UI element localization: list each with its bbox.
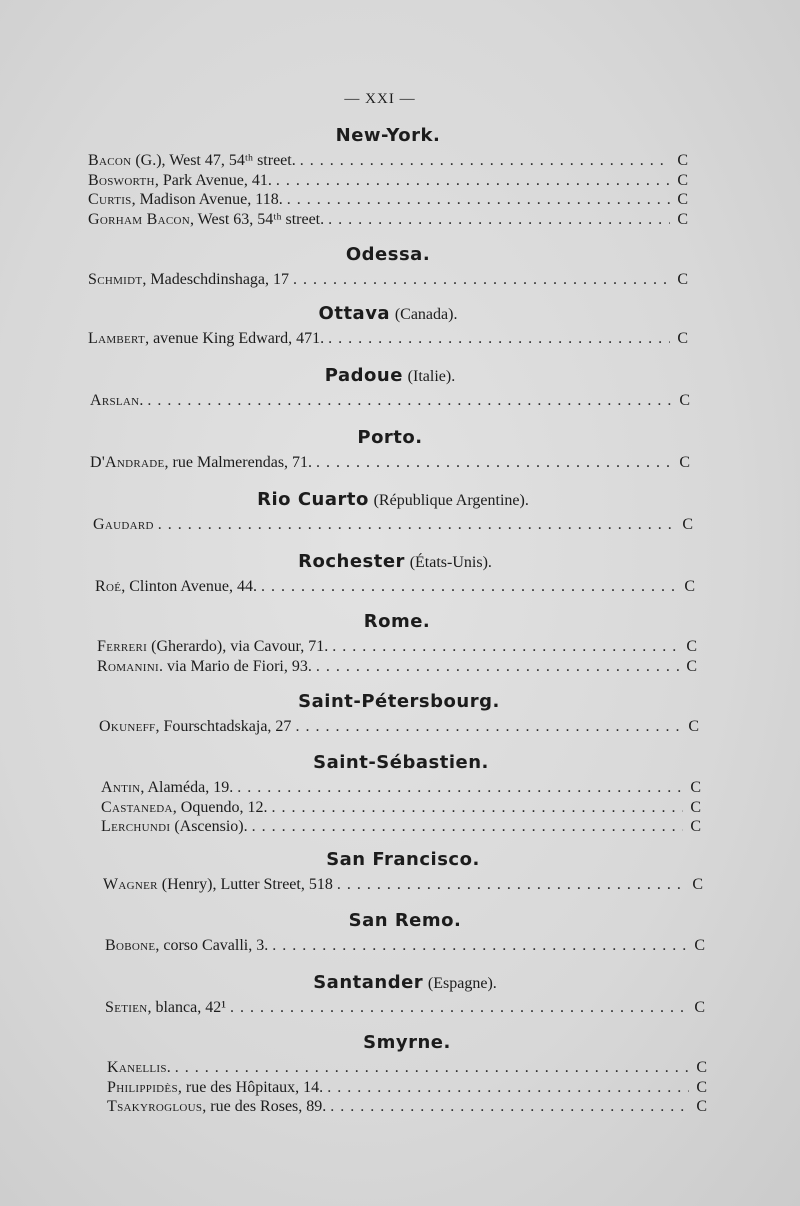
entry-name: Arslan — [90, 392, 140, 409]
entry-mark: C — [694, 937, 705, 954]
entry-mark: C — [688, 718, 699, 735]
city-heading — [88, 303, 688, 329]
entry-text — [97, 657, 312, 677]
directory-entry — [107, 1058, 707, 1078]
entry-name: Gorham Bacon — [88, 210, 190, 228]
section — [107, 1032, 707, 1117]
dot-leader — [261, 577, 677, 597]
entry-text — [107, 1078, 323, 1098]
entry-name: Philippidès — [107, 1078, 178, 1096]
directory-entry — [105, 998, 705, 1018]
section — [101, 752, 701, 837]
entry-text — [107, 1058, 171, 1078]
entry-mark: C — [677, 271, 688, 288]
city-heading — [99, 691, 699, 717]
entry-mark: C — [690, 779, 701, 796]
directory-entry — [101, 798, 701, 818]
entry-text — [90, 453, 312, 473]
dot-leader — [147, 391, 672, 411]
entry-mark: C — [694, 999, 705, 1016]
directory-entry — [99, 717, 699, 737]
dot-leader — [328, 329, 670, 349]
entry-mark: C — [684, 578, 695, 595]
entry-text — [88, 270, 289, 290]
city-heading — [93, 489, 693, 515]
entry-address: . — [166, 1059, 171, 1076]
directory-entry — [90, 453, 690, 473]
entry-mark: C — [677, 191, 688, 208]
section — [97, 611, 697, 676]
city-heading — [88, 244, 688, 270]
entry-name: Okuneff — [99, 718, 156, 735]
dot-leader — [337, 875, 685, 895]
dot-leader — [252, 817, 683, 837]
city-heading — [105, 910, 705, 936]
city-heading — [101, 752, 701, 778]
directory-entry — [88, 210, 688, 230]
section — [88, 303, 688, 349]
entry-text — [105, 998, 226, 1018]
entry-address: . — [139, 392, 144, 409]
entry-address: , West 63, 54ᵗʰ street. — [189, 210, 325, 228]
entry-text — [95, 577, 257, 597]
city-name: San Francisco. — [326, 849, 480, 870]
entry-text — [101, 798, 267, 818]
city-heading — [97, 611, 697, 637]
section — [105, 972, 705, 1018]
section — [103, 849, 703, 895]
city-name: Rochester — [298, 551, 405, 572]
city-heading — [107, 1032, 707, 1058]
directory-entry — [88, 329, 688, 349]
entry-address: , Oquendo, 12. — [172, 798, 268, 816]
section — [88, 125, 688, 229]
entry-address: , corso Cavalli, 3. — [155, 937, 269, 954]
dot-leader — [300, 151, 670, 171]
dot-leader — [332, 637, 679, 657]
entry-name: Bacon — [88, 152, 132, 169]
city-heading — [95, 551, 695, 577]
city-heading — [105, 972, 705, 998]
entry-mark: C — [677, 152, 688, 169]
entry-address: (G.), West 47, 54ᵗʰ street. — [131, 152, 296, 169]
city-name: Santander — [313, 972, 424, 993]
entry-text — [99, 717, 291, 737]
entry-address: (Henry), Lutter Street, 518 — [157, 876, 333, 893]
dot-leader — [330, 1097, 689, 1117]
city-name: San Remo. — [348, 910, 462, 931]
entry-name: Lambert — [88, 330, 146, 347]
entry-mark: C — [690, 818, 701, 835]
entry-name: Kanellis — [107, 1059, 167, 1076]
entry-mark: C — [679, 392, 690, 409]
entry-text — [90, 391, 143, 411]
directory-entry — [88, 151, 688, 171]
dot-leader — [287, 190, 670, 210]
dot-leader — [271, 798, 683, 818]
dot-leader — [175, 1058, 689, 1078]
entry-address: , Clinton Avenue, 44. — [121, 578, 257, 595]
entry-address: (Gherardo), via Cavour, 71. — [147, 638, 329, 655]
directory-entry — [88, 190, 688, 210]
directory-entry — [107, 1097, 707, 1117]
entry-name: Antin — [101, 779, 141, 796]
entry-text — [103, 875, 333, 895]
entry-address: (Ascensio). — [170, 818, 248, 835]
entry-text — [93, 515, 154, 535]
entry-mark: C — [677, 171, 688, 189]
entry-address: , Fourschtadskaja, 27 — [155, 718, 292, 735]
city-note: (Espagne). — [427, 975, 497, 992]
entry-mark: C — [677, 330, 688, 347]
directory-entry — [105, 936, 705, 956]
entry-text — [101, 778, 233, 798]
entry-address: , Park Avenue, 41. — [154, 171, 272, 189]
entry-name: Romanini — [97, 657, 159, 675]
entry-text — [88, 171, 272, 191]
entry-mark: C — [686, 657, 697, 675]
entry-mark: C — [682, 516, 693, 533]
entry-address: , rue des Roses, 89. — [202, 1098, 327, 1115]
dot-leader — [276, 171, 670, 191]
city-heading — [90, 427, 690, 453]
city-name: Porto. — [357, 427, 423, 448]
entry-mark: C — [677, 210, 688, 228]
section — [95, 551, 695, 597]
section — [88, 244, 688, 290]
entry-address: , rue Malmerendas, 71. — [164, 454, 313, 471]
city-name: Rio Cuarto — [257, 489, 369, 510]
section — [105, 910, 705, 956]
entry-name: Castaneda — [101, 798, 173, 816]
entry-text — [105, 936, 268, 956]
directory-entry — [101, 817, 701, 837]
entry-name: Gaudard — [93, 516, 154, 533]
entry-address: , Alaméda, 19. — [140, 779, 234, 796]
directory-entry — [93, 515, 693, 535]
dot-leader — [158, 515, 675, 535]
section — [93, 489, 693, 535]
section — [90, 427, 690, 473]
entry-text — [88, 151, 296, 171]
section — [90, 365, 690, 411]
dot-leader — [293, 270, 670, 290]
entry-name: Schmidt — [88, 271, 143, 288]
entry-text — [88, 190, 283, 210]
dot-leader — [328, 210, 670, 230]
city-name: New-York. — [335, 125, 441, 146]
entry-text — [101, 817, 248, 837]
entry-name: Bosworth — [88, 171, 155, 189]
directory-entry — [95, 577, 695, 597]
directory-entry — [97, 637, 697, 657]
dot-leader — [316, 453, 672, 473]
dot-leader — [237, 778, 683, 798]
entry-mark: C — [696, 1098, 707, 1115]
entry-mark: C — [679, 454, 690, 471]
entry-text — [88, 329, 324, 349]
dot-leader — [316, 657, 679, 677]
directory-entry — [97, 657, 697, 677]
entry-address: , avenue King Edward, 471. — [145, 330, 325, 347]
entry-name: Bobone — [105, 937, 156, 954]
city-note: (Canada). — [394, 306, 458, 323]
entry-text — [88, 210, 324, 230]
entry-name: Tsakyroglous — [107, 1098, 203, 1115]
entry-address: , blanca, 42¹ — [147, 999, 227, 1016]
entry-mark: C — [690, 798, 701, 816]
entry-mark: C — [696, 1078, 707, 1096]
entry-address: . via Mario de Fiori, 93. — [158, 657, 312, 675]
directory-entry — [101, 778, 701, 798]
directory-entry — [103, 875, 703, 895]
city-name: Saint-Sébastien. — [313, 752, 489, 773]
directory-entry — [88, 270, 688, 290]
directory-entry — [90, 391, 690, 411]
dot-leader — [230, 998, 687, 1018]
dot-leader — [327, 1078, 689, 1098]
page-number: — XXI — — [344, 91, 416, 107]
entry-text — [107, 1097, 326, 1117]
entry-name: D'Andrade — [90, 454, 165, 471]
city-name: Rome. — [363, 611, 431, 632]
city-name: Odessa. — [345, 244, 431, 265]
city-name: Padoue — [324, 365, 403, 386]
dot-leader — [295, 717, 681, 737]
section — [99, 691, 699, 737]
entry-address: , rue des Hôpitaux, 14. — [177, 1078, 324, 1096]
directory-entry — [88, 171, 688, 191]
entry-mark: C — [692, 876, 703, 893]
directory-entry — [107, 1078, 707, 1098]
entry-text — [97, 637, 328, 657]
city-heading — [103, 849, 703, 875]
entry-name: Wagner — [103, 876, 158, 893]
entry-address: , Madeschdinshaga, 17 — [142, 271, 290, 288]
entry-name: Setien — [105, 999, 148, 1016]
entry-mark: C — [696, 1059, 707, 1076]
city-name: Saint-Pétersbourg. — [298, 691, 500, 712]
entry-name: Roé — [95, 578, 122, 595]
city-heading — [88, 125, 688, 151]
city-heading — [90, 365, 690, 391]
city-name: Ottava — [318, 303, 391, 324]
city-name: Smyrne. — [363, 1032, 451, 1053]
entry-mark: C — [686, 638, 697, 655]
entry-name: Curtis — [88, 191, 132, 208]
dot-leader — [272, 936, 687, 956]
city-note: (République Argentine). — [373, 492, 529, 509]
entry-name: Lerchundi — [101, 818, 171, 835]
city-note: (États-Unis). — [409, 554, 492, 571]
entry-address: , Madison Avenue, 118. — [131, 191, 283, 208]
entry-name: Ferreri — [97, 638, 148, 655]
city-note: (Italie). — [407, 368, 456, 385]
